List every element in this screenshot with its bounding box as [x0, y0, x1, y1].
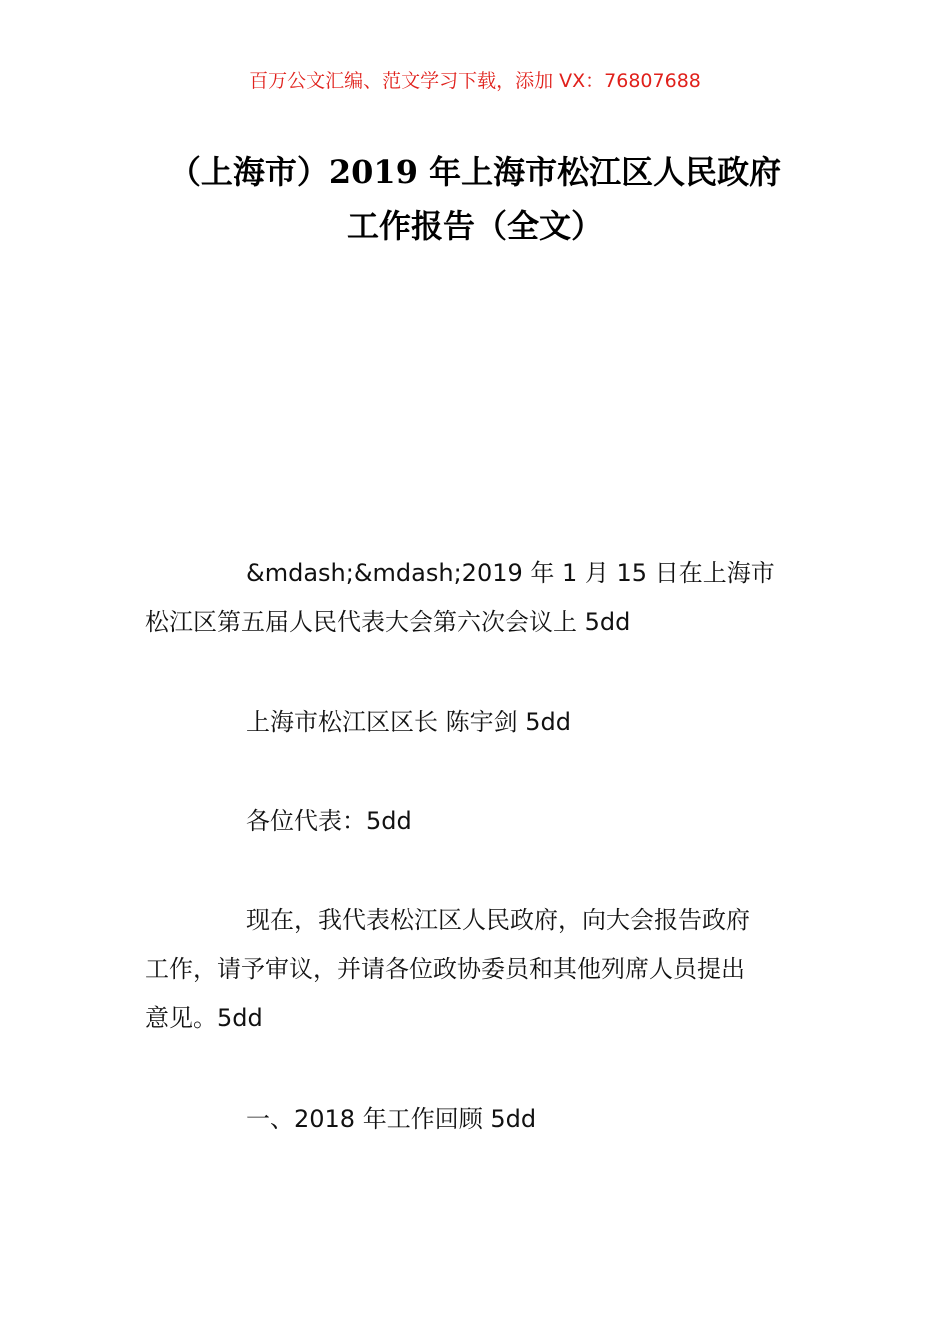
paragraph-subtitle — [145, 549, 810, 647]
paragraph-speaker — [145, 698, 810, 747]
paragraph-subtitle-line-1: &mdash;&mdash;2019 年 1 月 15 日在上海市 — [246, 559, 775, 587]
section-heading-line: 一、2018 年工作回顾 5dd — [246, 1105, 537, 1133]
speaker-line: 上海市松江区区长 陈宇剑 5dd — [246, 708, 571, 736]
intro-line-1: 现在，我代表松江区人民政府，向大会报告政府 — [246, 906, 750, 934]
title-line-1: （上海市）2019 年上海市松江区人民政府 — [168, 153, 782, 191]
intro-line-3: 意见。5dd — [145, 1004, 263, 1032]
paragraph-salutation — [145, 797, 810, 846]
paragraph-subtitle-line-2: 松江区第五届人民代表大会第六次会议上 5dd — [145, 608, 631, 636]
section-heading — [145, 1095, 810, 1144]
intro-line-2: 工作，请予审议，并请各位政协委员和其他列席人员提出 — [145, 955, 745, 983]
title-line-2: 工作报告（全文） — [346, 207, 603, 245]
document-title — [0, 145, 950, 253]
paragraph-intro — [145, 896, 810, 1043]
header-watermark-note: 百万公文汇编、范文学习下载，添加 VX：76807688 — [249, 70, 701, 92]
salutation-line: 各位代表：5dd — [246, 807, 412, 835]
